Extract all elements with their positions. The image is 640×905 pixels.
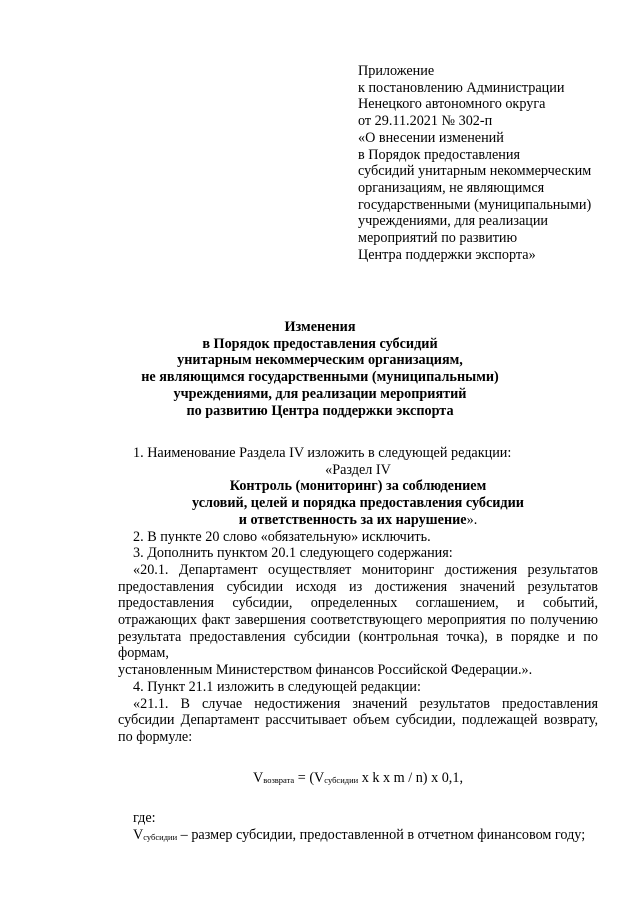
appendix-line: Приложение [358, 63, 435, 79]
title-line: унитарным некоммерческим организациям, [177, 352, 463, 369]
item-4: 4. Пункт 21.1 изложить в следующей редакции: [133, 678, 421, 695]
where-label: где: [133, 810, 156, 827]
def-text: – размер субсидии, предоставленной в отчетном финансовом году; [177, 827, 586, 844]
appendix-line: в Порядок предоставления [358, 146, 520, 163]
item-1: 1. Наименование Раздела IV изложить в следующей редакции: [133, 445, 512, 461]
appendix-line: мероприятий по развитию [358, 230, 518, 247]
formula-sub-return: возврата [263, 774, 295, 785]
formula [118, 770, 598, 789]
appendix-line: субсидий унитарным некоммерческим [358, 163, 592, 180]
paragraph-21-1-last: по формуле: [118, 728, 193, 745]
appendix-line: Ненецкого автономного округа [358, 96, 546, 113]
section-title-line: и ответственность за их нарушение [238, 511, 467, 528]
paragraph-21-1: «21.1. В случае недостижения значений результатов предоставления субсидии Департамент рассчитывает объем субсидии, подлежащей возврату, [118, 695, 598, 729]
title-line: по развитию Центра поддержки экспорта [186, 402, 454, 419]
appendix-line: государственными (муниципальными) [358, 196, 592, 213]
appendix-line: учреждениями, для реализации [358, 213, 549, 230]
document-body [118, 445, 598, 846]
item-2: 2. В пункте 20 слово «обязательную» исключить. [133, 528, 431, 545]
appendix-line: «О внесении изменений [358, 129, 504, 146]
formula-rest: x k x m / n) x 0,1, [358, 769, 463, 786]
title-line: в Порядок предоставления субсидий [202, 335, 438, 352]
paragraph-20-1: «20.1. Департамент осуществляет мониторинг достижения результатов предоставления субсидии исходя из достижения значений результатов предоставления субсидии, определенных соглашением, и событий, отражающих факт завершения соответствующего мероприятия по получению результата предоставления субсидии (контрольная точка), в порядке и по формам, [118, 561, 598, 662]
section-title-line: Контроль (мониторинг) за соблюдением [229, 478, 487, 495]
paragraph-20-1-last: установленным Министерством финансов Российской Федерации.». [118, 662, 533, 679]
section-title-end: ». [466, 511, 478, 528]
appendix-header [358, 63, 618, 263]
definition-v-subsidy [118, 827, 598, 846]
appendix-line: к постановлению Администрации [358, 79, 565, 96]
appendix-line: Центра поддержки экспорта» [358, 246, 536, 263]
item-3: 3. Дополнить пунктом 20.1 следующего содержания: [133, 545, 453, 562]
formula-sub-subsidy: субсидии [324, 774, 359, 785]
formula-eq: = (V [294, 769, 325, 786]
document-title [100, 319, 540, 419]
section-title-last [118, 512, 598, 529]
title-line: не являющимся государственными (муниципальными) [141, 369, 499, 386]
section-label: «Раздел IV [325, 461, 391, 478]
appendix-line: от 29.11.2021 № 302-п [358, 113, 493, 130]
section-title-line: условий, целей и порядка предоставления субсидии [192, 495, 524, 512]
def-sub: субсидии [143, 832, 178, 843]
title-line: Изменения [284, 319, 356, 335]
appendix-line: организациям, не являющимся [358, 179, 545, 196]
title-line: учреждениями, для реализации мероприятий [173, 385, 467, 402]
formula-v: V [252, 769, 264, 786]
def-v: V [133, 827, 144, 844]
